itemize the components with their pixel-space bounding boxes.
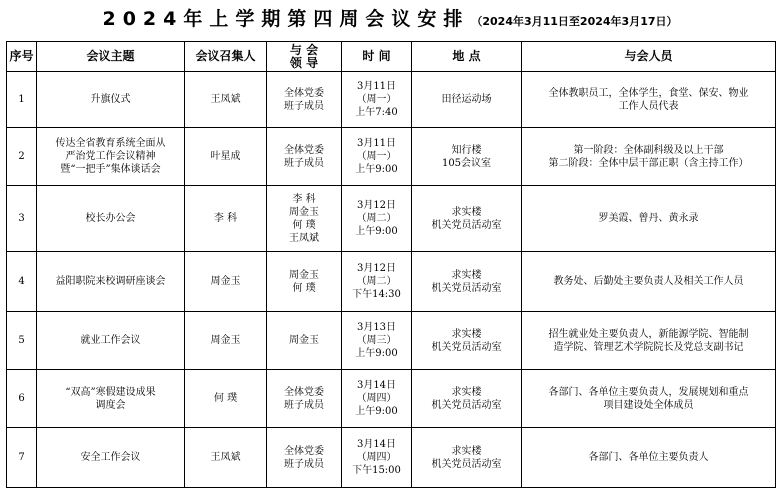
- page-title: [0, 4, 780, 34]
- attending-leaders-line: 全体党委: [284, 386, 324, 398]
- header-index: 序号: [7, 42, 37, 72]
- meeting-time: [342, 186, 412, 252]
- meeting-time-line: 上午9:00: [355, 164, 398, 175]
- meeting-convener: 叶星成: [185, 128, 267, 186]
- meeting-place-line: 机关党员活动室: [431, 399, 502, 411]
- meeting-time: [342, 428, 412, 488]
- meeting-time: [342, 252, 412, 312]
- attending-leaders-line: 全体党委: [284, 445, 324, 457]
- meeting-topic-line: 就业工作会议: [80, 335, 141, 346]
- attending-leaders: [267, 128, 342, 186]
- table-row: [7, 128, 776, 186]
- header-topic: 会议主题: [37, 42, 185, 72]
- meeting-attendees: [522, 186, 776, 252]
- meeting-place: [412, 252, 522, 312]
- attending-leaders: [267, 370, 342, 428]
- meeting-place-line: 知行楼: [451, 144, 482, 156]
- row-index: 4: [7, 252, 37, 312]
- meeting-attendees-line: 工作人员代表: [618, 100, 679, 112]
- meeting-convener: 周金玉: [185, 252, 267, 312]
- meeting-time-line: 上午9:00: [355, 226, 398, 237]
- meeting-attendees-line: 各部门、各单位主要负责人: [588, 452, 709, 463]
- attending-leaders-line: 李 科: [292, 193, 316, 205]
- meeting-place-line: 机关党员活动室: [431, 341, 502, 353]
- row-index: 5: [7, 312, 37, 370]
- meeting-time-line: 3月12日: [356, 200, 397, 211]
- row-index: 3: [7, 186, 37, 252]
- row-index: 7: [7, 428, 37, 488]
- attending-leaders-line: 周金玉: [289, 335, 319, 346]
- meeting-place-line: 求实楼: [451, 269, 482, 281]
- meeting-convener: 周金玉: [185, 312, 267, 370]
- attending-leaders: [267, 252, 342, 312]
- meeting-attendees: [522, 72, 776, 128]
- meeting-place-line: 田径运动场: [441, 94, 492, 105]
- meeting-attendees-line: 造学院、管理艺术学院院长及党总支副书记: [553, 341, 744, 353]
- meeting-time-line: 下午15:00: [352, 465, 401, 476]
- attending-leaders: [267, 428, 342, 488]
- meeting-place-line: 机关党员活动室: [431, 282, 502, 294]
- meeting-topic: [37, 370, 185, 428]
- meeting-time-line: （周四）: [356, 393, 397, 404]
- meeting-topic: [37, 252, 185, 312]
- row-index: 6: [7, 370, 37, 428]
- meeting-time-line: （周二）: [356, 276, 397, 287]
- meeting-convener: 王凤斌: [185, 428, 267, 488]
- meeting-attendees: [522, 428, 776, 488]
- meeting-time-line: 3月11日: [356, 81, 397, 92]
- row-index: 2: [7, 128, 37, 186]
- meeting-attendees-line: 招生就业处主要负责人，新能源学院、智能制: [548, 328, 749, 340]
- meeting-attendees-line: 罗美霞、曾丹、黄永录: [598, 213, 699, 224]
- table-row: [7, 186, 776, 252]
- meeting-time-line: 上午9:00: [355, 406, 398, 417]
- attending-leaders: [267, 72, 342, 128]
- meeting-time-line: 3月14日: [356, 439, 397, 450]
- meeting-topic-line: “双高”寒假建设成果: [65, 386, 156, 398]
- meeting-place-line: 求实楼: [451, 206, 482, 218]
- table-header-row: [7, 42, 776, 72]
- header-leaders: [267, 42, 342, 72]
- attending-leaders-line: 何 璞: [292, 282, 316, 294]
- header-attendees: 与会人员: [522, 42, 776, 72]
- meeting-time-line: 3月11日: [356, 138, 397, 149]
- attending-leaders-line: 班子成员: [284, 399, 324, 411]
- meeting-place-line: 105会议室: [441, 157, 492, 169]
- meeting-place: [412, 128, 522, 186]
- meeting-attendees-line: 全体教职员工，全体学生，食堂、保安、物业: [548, 87, 749, 99]
- header-place: 地 点: [412, 42, 522, 72]
- attending-leaders-line: 周金玉: [289, 206, 319, 218]
- meeting-time: [342, 128, 412, 186]
- meeting-attendees: [522, 312, 776, 370]
- meeting-attendees: [522, 128, 776, 186]
- title-date-range: （2024年3月11日至2024年3月17日）: [471, 15, 678, 28]
- table-row: [7, 252, 776, 312]
- header-convener: 会议召集人: [185, 42, 267, 72]
- row-index: 1: [7, 72, 37, 128]
- meeting-time: [342, 370, 412, 428]
- meeting-topic: [37, 186, 185, 252]
- meeting-convener: 李 科: [185, 186, 267, 252]
- meeting-attendees-line: 各部门、各单位主要负责人，发展规划和重点: [548, 386, 749, 398]
- table-row: [7, 312, 776, 370]
- meeting-topic: [37, 72, 185, 128]
- meeting-convener: 何 璞: [185, 370, 267, 428]
- meeting-place: [412, 186, 522, 252]
- meeting-topic-line: 严治党工作会议精神: [65, 151, 156, 162]
- attending-leaders-line: 班子成员: [284, 100, 324, 112]
- attending-leaders-line: 何 璞: [292, 219, 316, 231]
- attending-leaders-line: 全体党委: [284, 87, 324, 99]
- title-main: 2024年上学期第四周会议安排: [102, 8, 470, 30]
- meeting-time-line: 上午7:40: [355, 107, 398, 118]
- header-time: 时 间: [342, 42, 412, 72]
- meeting-topic-line: 暨“一把手”集体谈话会: [60, 164, 161, 175]
- meeting-topic-line: 升旗仪式: [90, 94, 131, 105]
- meeting-attendees-line: 项目建设处全体成员: [603, 399, 694, 411]
- attending-leaders: [267, 186, 342, 252]
- meeting-topic: [37, 128, 185, 186]
- meeting-topic-line: 校长办公会: [85, 213, 136, 224]
- meeting-topic-line: 益阳职院来校调研座谈会: [55, 276, 166, 287]
- meeting-place-line: 求实楼: [451, 328, 482, 340]
- meeting-place: [412, 428, 522, 488]
- meeting-topic: [37, 312, 185, 370]
- table-row: [7, 370, 776, 428]
- meeting-topic-line: 调度会: [95, 399, 126, 411]
- attending-leaders: [267, 312, 342, 370]
- attending-leaders-line: 班子成员: [284, 458, 324, 470]
- meeting-topic: [37, 428, 185, 488]
- meeting-topic-line: 传达全省教育系统全面从: [55, 138, 166, 149]
- meeting-topic-line: 安全工作会议: [80, 452, 141, 463]
- meeting-attendees-line: 教务处、后勤处主要负责人及相关工作人员: [553, 276, 744, 287]
- meeting-attendees: [522, 252, 776, 312]
- meeting-convener: 王凤斌: [185, 72, 267, 128]
- header-leaders-line: 与 会: [289, 42, 319, 57]
- meeting-time-line: 3月14日: [356, 380, 397, 391]
- meeting-place: [412, 72, 522, 128]
- meeting-time-line: 上午9:00: [355, 348, 398, 359]
- meeting-attendees-line: 第二阶段：全体中层干部正职（含主持工作）: [548, 157, 749, 169]
- meeting-place-line: 机关党员活动室: [431, 219, 502, 231]
- meeting-time: [342, 72, 412, 128]
- meeting-time-line: （周二）: [356, 213, 397, 224]
- meeting-place: [412, 312, 522, 370]
- header-leaders-line: 领 导: [289, 55, 319, 70]
- table-row: [7, 428, 776, 488]
- meeting-schedule-table: [6, 41, 776, 488]
- attending-leaders-line: 班子成员: [284, 157, 324, 169]
- meeting-time-line: 3月13日: [356, 322, 397, 333]
- table-row: [7, 72, 776, 128]
- meeting-time-line: 下午14:30: [352, 289, 401, 300]
- meeting-time: [342, 312, 412, 370]
- meeting-attendees: [522, 370, 776, 428]
- meeting-time-line: （周三）: [356, 335, 397, 346]
- meeting-place-line: 求实楼: [451, 386, 482, 398]
- meeting-attendees-line: 第一阶段：全体副科级及以上干部: [573, 144, 724, 156]
- meeting-time-line: 3月12日: [356, 263, 397, 274]
- meeting-time-line: （周四）: [356, 452, 397, 463]
- attending-leaders-line: 王凤斌: [289, 232, 319, 244]
- meeting-time-line: （周一）: [356, 94, 397, 105]
- meeting-place: [412, 370, 522, 428]
- attending-leaders-line: 周金玉: [289, 269, 319, 281]
- meeting-time-line: （周一）: [356, 151, 397, 162]
- meeting-place-line: 机关党员活动室: [431, 458, 502, 470]
- meeting-place-line: 求实楼: [451, 445, 482, 457]
- attending-leaders-line: 全体党委: [284, 144, 324, 156]
